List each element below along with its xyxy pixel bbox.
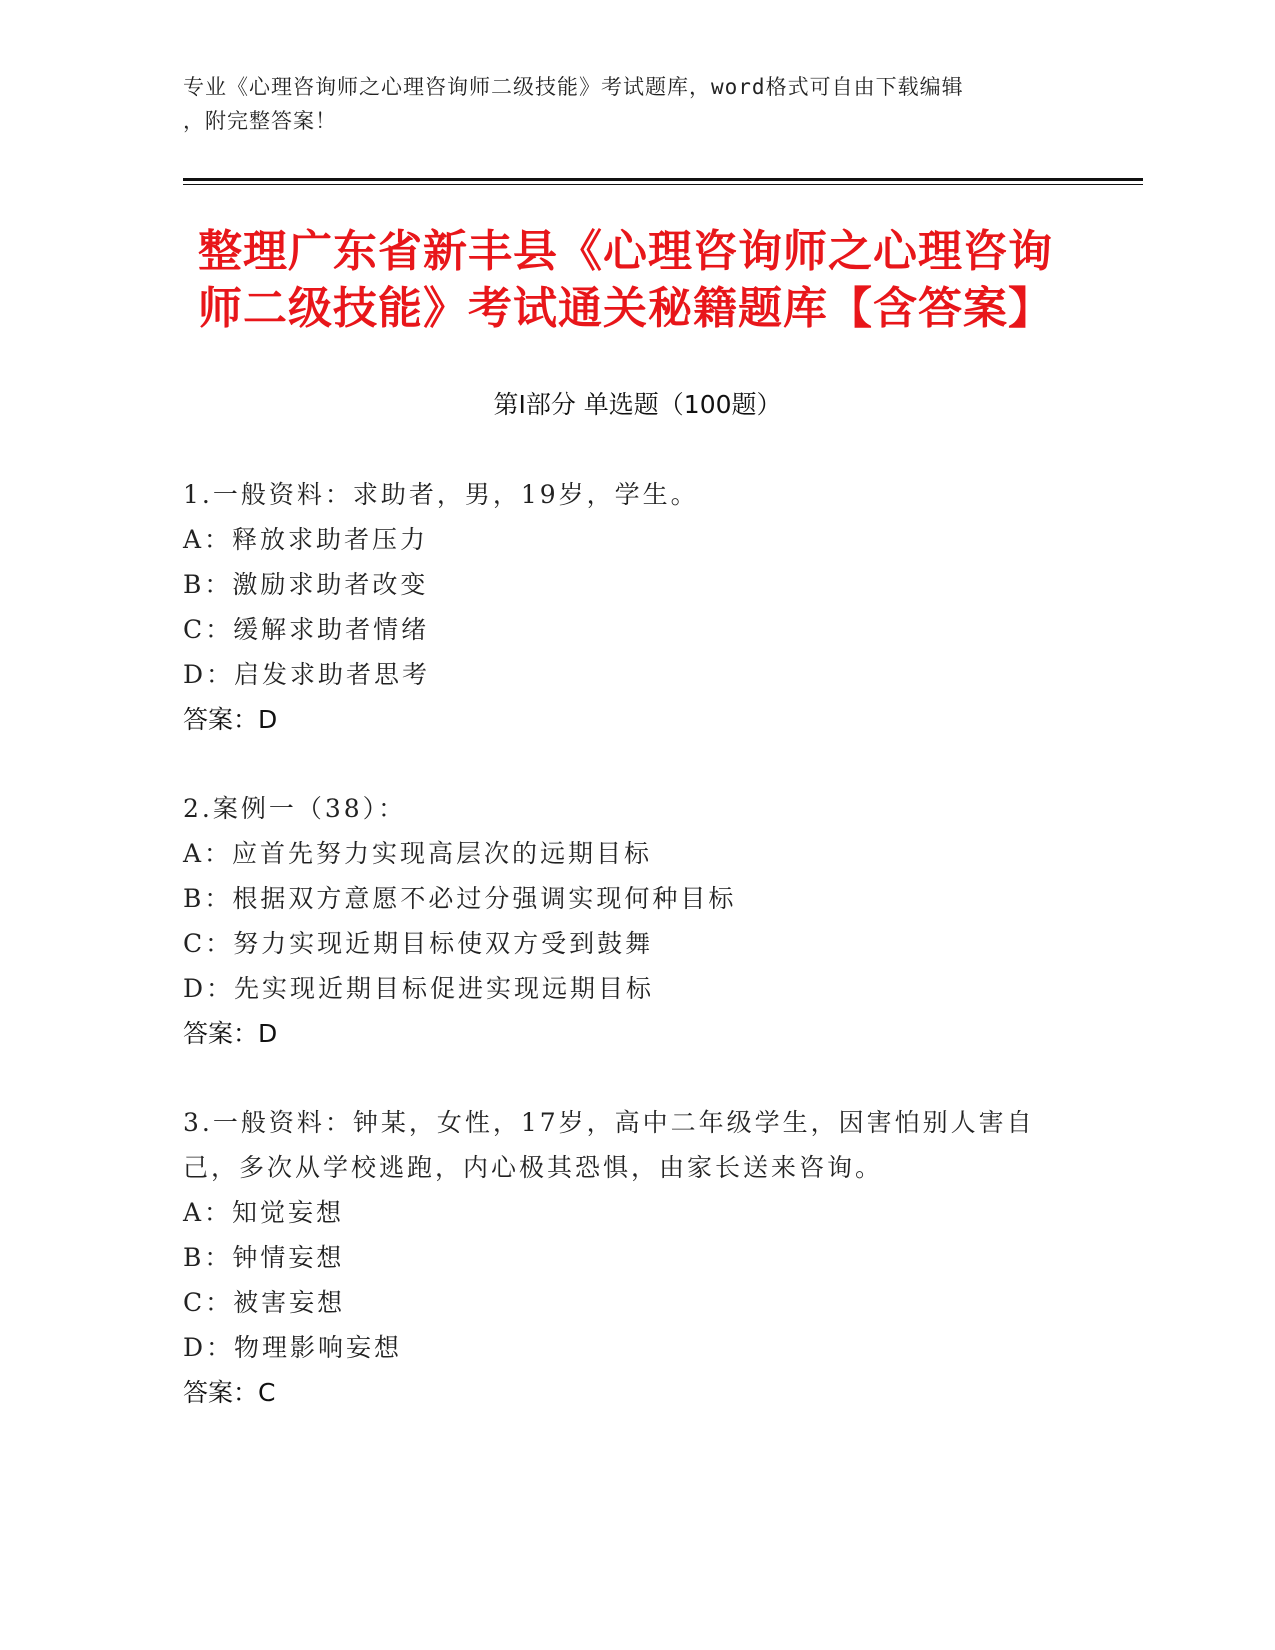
option-b: B：激励求助者改变 bbox=[183, 570, 429, 599]
option-d: D：先实现近期目标促进实现远期目标 bbox=[183, 974, 655, 1003]
option-c: C：被害妄想 bbox=[183, 1288, 346, 1317]
section-title: 第Ⅰ部分 单选题（100题） bbox=[493, 390, 782, 419]
option-b: B：根据双方意愿不必过分强调实现何种目标 bbox=[183, 884, 737, 913]
question-stem: 2.案例一（38）： bbox=[183, 794, 407, 823]
option-c: C：缓解求助者情绪 bbox=[183, 615, 430, 644]
answer: 答案：D bbox=[183, 1019, 278, 1048]
option-b: B：钟情妄想 bbox=[183, 1243, 345, 1272]
title-line-2: 师二级技能》考试通关秘籍题库【含答案】 bbox=[198, 283, 1053, 334]
option-a: A：释放求助者压力 bbox=[183, 525, 429, 554]
question-2 bbox=[183, 786, 1083, 1056]
question-stem-line-2: 己，多次从学校逃跑，内心极其恐惧，由家长送来咨询。 bbox=[183, 1153, 884, 1182]
header-note bbox=[183, 70, 1063, 138]
question-stem-line-1: 3.一般资料：钟某，女性，17岁，高中二年级学生，因害怕别人害自 bbox=[183, 1108, 1035, 1137]
header-divider-thin bbox=[183, 184, 1143, 185]
answer: 答案：C bbox=[183, 1378, 276, 1407]
option-c: C：努力实现近期目标使双方受到鼓舞 bbox=[183, 929, 654, 958]
answer: 答案：D bbox=[183, 705, 278, 734]
question-stem: 1.一般资料：求助者，男，19岁，学生。 bbox=[183, 480, 699, 509]
option-a: A：应首先努力实现高层次的远期目标 bbox=[183, 839, 653, 868]
question-1 bbox=[183, 472, 1083, 742]
header-divider-thick bbox=[183, 178, 1143, 181]
document-title bbox=[198, 223, 1098, 337]
option-d: D：启发求助者思考 bbox=[183, 660, 431, 689]
header-line-2: ，附完整答案！ bbox=[183, 109, 337, 133]
question-list bbox=[183, 472, 1083, 1459]
title-line-1: 整理广东省新丰县《心理咨询师之心理咨询 bbox=[198, 226, 1053, 277]
question-3 bbox=[183, 1100, 1083, 1415]
option-a: A：知觉妄想 bbox=[183, 1198, 345, 1227]
header-line-1: 专业《心理咨询师之心理咨询师二级技能》考试题库，word格式可自由下载编辑 bbox=[183, 75, 964, 99]
option-d: D：物理影响妄想 bbox=[183, 1333, 403, 1362]
